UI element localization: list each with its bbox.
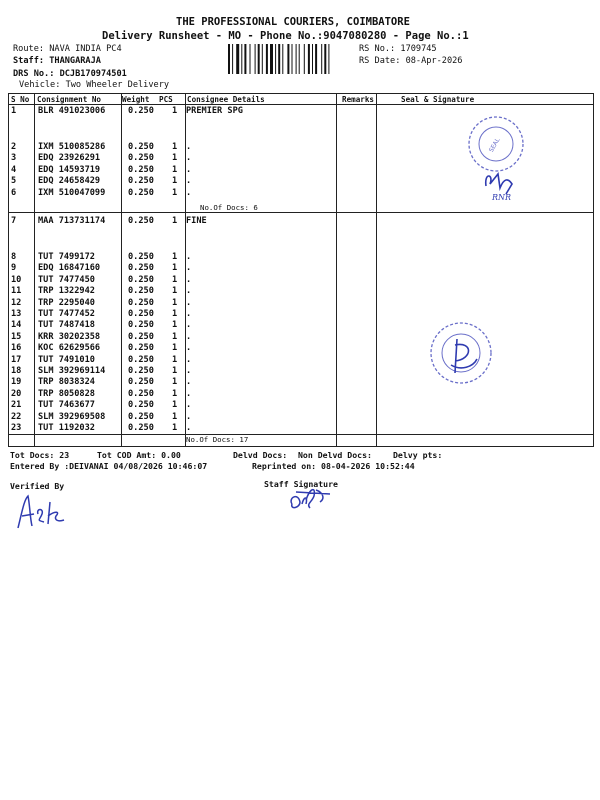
barcode-bar <box>244 44 246 74</box>
row-sno: 21 <box>11 400 22 411</box>
row-consignee: . <box>186 400 192 411</box>
barcode-bar <box>324 44 326 74</box>
row-pcs: 1 <box>172 388 178 399</box>
row-pcs: 1 <box>172 366 178 376</box>
barcode-bar <box>236 44 239 74</box>
row-consignee: . <box>186 377 192 388</box>
barcode <box>228 44 356 74</box>
row-weight: 0.250 <box>128 320 154 331</box>
row-consignment-no: EDQ 24658429 <box>38 176 101 187</box>
row-weight: 0.250 <box>128 187 154 198</box>
col-pcs: PCS <box>159 95 173 104</box>
row-pcs: 1 <box>172 263 178 274</box>
tot-docs: Tot Docs: 23 <box>10 450 70 460</box>
barcode-bar <box>328 44 329 74</box>
row-sno: 11 <box>11 286 22 297</box>
row-weight: 0.250 <box>128 297 154 308</box>
row-weight: 0.250 <box>128 343 154 354</box>
row-weight: 0.250 <box>128 309 154 319</box>
row-weight: 0.250 <box>128 252 154 262</box>
staff-signature-label: Staff Signature <box>264 479 338 489</box>
verified-by-label: Verified By <box>10 481 65 491</box>
barcode-bar <box>262 44 263 74</box>
row-pcs: 1 <box>172 164 178 175</box>
delvy-pts: Delvy pts: <box>393 450 443 460</box>
svg-text:RNR: RNR <box>492 193 512 202</box>
row-sno: 6 <box>11 187 17 198</box>
barcode-bar <box>278 44 280 74</box>
row-consignment-no: TUT 7477450 <box>38 274 95 285</box>
row-consignment-no: TRP 8050828 <box>38 388 95 399</box>
row-consignee: . <box>186 297 192 308</box>
barcode-bar <box>232 44 233 74</box>
row-weight: 0.250 <box>128 274 154 285</box>
row-consignment-no: KOC 62629566 <box>38 343 101 354</box>
row-weight: 0.250 <box>128 153 154 164</box>
row-sno: 1 <box>11 106 17 116</box>
row-consignee: . <box>186 153 192 164</box>
row-pcs: 1 <box>172 297 178 308</box>
row-sno: 10 <box>11 274 22 285</box>
col-consignee: Consignee Details <box>187 95 265 104</box>
row-consignee: . <box>186 388 192 399</box>
barcode-bar <box>308 44 310 74</box>
row-consignment-no: TRP 8038324 <box>38 377 95 388</box>
barcode-bar <box>304 44 305 74</box>
row-weight: 0.250 <box>128 377 154 388</box>
row-weight: 0.250 <box>128 366 154 376</box>
row-sno: 14 <box>11 320 22 331</box>
group2-doc-count: No.Of Docs: 17 <box>186 435 249 444</box>
barcode-bar <box>292 44 293 74</box>
row-consignment-no: MAA 713731174 <box>38 216 106 226</box>
row-pcs: 1 <box>172 320 178 331</box>
row-sno: 19 <box>11 377 22 388</box>
barcode-bar <box>250 44 251 74</box>
row-consignee: . <box>186 309 192 319</box>
row-consignment-no: EDQ 16847160 <box>38 263 101 274</box>
row-weight: 0.250 <box>128 216 154 226</box>
row-pcs: 1 <box>172 309 178 319</box>
row-sno: 15 <box>11 331 22 342</box>
entered-by: Entered By :DEIVANAI 04/08/2026 10:46:07 <box>10 461 208 471</box>
route: Route: NAVA INDIA PC4 <box>13 44 122 54</box>
row-consignee: . <box>186 274 192 285</box>
runsheet-title: Delivery Runsheet - MO - Phone No.:9047080280 - Page No.:1 <box>102 30 469 42</box>
drs-number: DRS No.: DCJB170974501 <box>13 69 127 79</box>
rs-date: RS Date: 08-Apr-2026 <box>359 56 463 66</box>
staff: Staff: THANGARAJA <box>13 56 101 66</box>
col-weight: Weight <box>122 95 150 104</box>
row-consignee: . <box>186 263 192 274</box>
row-sno: 22 <box>11 411 22 422</box>
col-consignment: Consignment No <box>37 95 102 104</box>
verified-by-signature <box>14 492 74 532</box>
row-pcs: 1 <box>172 377 178 388</box>
col-remarks: Remarks <box>342 95 375 104</box>
barcode-bar <box>266 44 268 74</box>
barcode-bar <box>228 44 230 74</box>
row-consignee: PREMIER SPG <box>186 106 243 116</box>
row-consignee: . <box>186 187 192 198</box>
row-sno: 3 <box>11 153 17 164</box>
row-consignment-no: SLM 392969114 <box>38 366 106 376</box>
col-seal: Seal & Signature <box>401 95 475 104</box>
row-weight: 0.250 <box>128 411 154 422</box>
row-consignee: . <box>186 423 192 433</box>
row-weight: 0.250 <box>128 400 154 411</box>
vehicle: Vehicle: Two Wheeler Delivery <box>19 80 170 90</box>
row-sno: 9 <box>11 263 17 274</box>
barcode-bar <box>312 44 313 74</box>
row-weight: 0.250 <box>128 164 154 175</box>
row-consignment-no: TUT 7477452 <box>38 309 95 319</box>
row-weight: 0.250 <box>128 106 154 116</box>
row-consignee: . <box>186 252 192 262</box>
seal-stamp-1 <box>456 108 526 203</box>
row-pcs: 1 <box>172 274 178 285</box>
group1-doc-count: No.Of Docs: 6 <box>200 203 258 212</box>
row-pcs: 1 <box>172 187 178 198</box>
row-consignment-no: IXM 510047099 <box>38 187 106 198</box>
barcode-bar <box>321 44 322 74</box>
row-consignment-no: TRP 2295040 <box>38 297 95 308</box>
row-weight: 0.250 <box>128 263 154 274</box>
row-consignee: . <box>186 320 192 331</box>
row-consignment-no: TUT 1192032 <box>38 423 95 433</box>
barcode-bar <box>282 44 283 74</box>
row-consignee: . <box>186 343 192 354</box>
delvd-docs: Delvd Docs: <box>233 450 288 460</box>
row-weight: 0.250 <box>128 142 154 152</box>
row-consignment-no: TUT 7499172 <box>38 252 95 262</box>
company-name: THE PROFESSIONAL COURIERS, COIMBATORE <box>176 16 410 28</box>
row-sno: 7 <box>11 216 17 226</box>
row-sno: 23 <box>11 423 22 433</box>
row-consignment-no: KRR 30202358 <box>38 331 101 342</box>
barcode-bar <box>299 44 300 74</box>
row-weight: 0.250 <box>128 176 154 187</box>
row-consignment-no: TRP 1322942 <box>38 286 95 297</box>
barcode-bar <box>296 44 297 74</box>
row-consignment-no: TUT 7487418 <box>38 320 95 331</box>
row-weight: 0.250 <box>128 331 154 342</box>
row-sno: 8 <box>11 252 17 262</box>
row-consignment-no: SLM 392969508 <box>38 411 106 422</box>
row-sno: 16 <box>11 343 22 354</box>
barcode-bar <box>255 44 256 74</box>
row-weight: 0.250 <box>128 354 154 365</box>
row-sno: 17 <box>11 354 22 365</box>
row-consignee: . <box>186 366 192 376</box>
row-pcs: 1 <box>172 354 178 365</box>
row-consignee: . <box>186 331 192 342</box>
svg-text:SEAL: SEAL <box>487 136 502 154</box>
row-consignee: . <box>186 164 192 175</box>
row-pcs: 1 <box>172 153 178 164</box>
seal-stamp-2 <box>421 319 501 391</box>
row-pcs: 1 <box>172 176 178 187</box>
row-pcs: 1 <box>172 423 178 433</box>
reprinted-on: Reprinted on: 08-04-2026 10:52:44 <box>252 461 415 471</box>
rs-number: RS No.: 1709745 <box>359 44 437 54</box>
row-weight: 0.250 <box>128 286 154 297</box>
non-delvd-docs: Non Delvd Docs: <box>298 450 372 460</box>
row-pcs: 1 <box>172 142 178 152</box>
row-pcs: 1 <box>172 216 178 226</box>
row-pcs: 1 <box>172 400 178 411</box>
row-pcs: 1 <box>172 343 178 354</box>
row-pcs: 1 <box>172 252 178 262</box>
row-sno: 2 <box>11 142 17 152</box>
col-sno: S No <box>11 95 30 104</box>
row-consignee: . <box>186 411 192 422</box>
row-consignee: FINE <box>186 216 207 226</box>
row-pcs: 1 <box>172 331 178 342</box>
row-consignment-no: TUT 7491010 <box>38 354 95 365</box>
row-pcs: 1 <box>172 286 178 297</box>
row-consignee: . <box>186 176 192 187</box>
row-consignment-no: EDQ 23926291 <box>38 153 101 164</box>
row-consignee: . <box>186 354 192 365</box>
row-consignment-no: EDQ 14593719 <box>38 164 101 175</box>
row-consignment-no: TUT 7463677 <box>38 400 95 411</box>
tot-cod-amount: Tot COD Amt: 0.00 <box>97 450 181 460</box>
row-consignment-no: IXM 510085286 <box>38 142 106 152</box>
runsheet-table <box>8 93 594 447</box>
barcode-bar <box>258 44 260 74</box>
barcode-bar <box>241 44 242 74</box>
row-consignee: . <box>186 286 192 297</box>
row-pcs: 1 <box>172 411 178 422</box>
barcode-bar <box>287 44 289 74</box>
row-sno: 12 <box>11 297 22 308</box>
barcode-bar <box>315 44 317 74</box>
row-consignment-no: BLR 491023006 <box>38 106 106 116</box>
row-sno: 18 <box>11 366 22 376</box>
row-pcs: 1 <box>172 106 178 116</box>
row-consignee: . <box>186 142 192 152</box>
staff-signature <box>286 482 346 518</box>
row-sno: 13 <box>11 309 22 319</box>
row-sno: 4 <box>11 164 17 175</box>
row-weight: 0.250 <box>128 423 154 433</box>
row-sno: 5 <box>11 176 17 187</box>
barcode-bar <box>275 44 276 74</box>
barcode-bar <box>270 44 273 74</box>
row-weight: 0.250 <box>128 388 154 399</box>
row-sno: 20 <box>11 388 22 399</box>
